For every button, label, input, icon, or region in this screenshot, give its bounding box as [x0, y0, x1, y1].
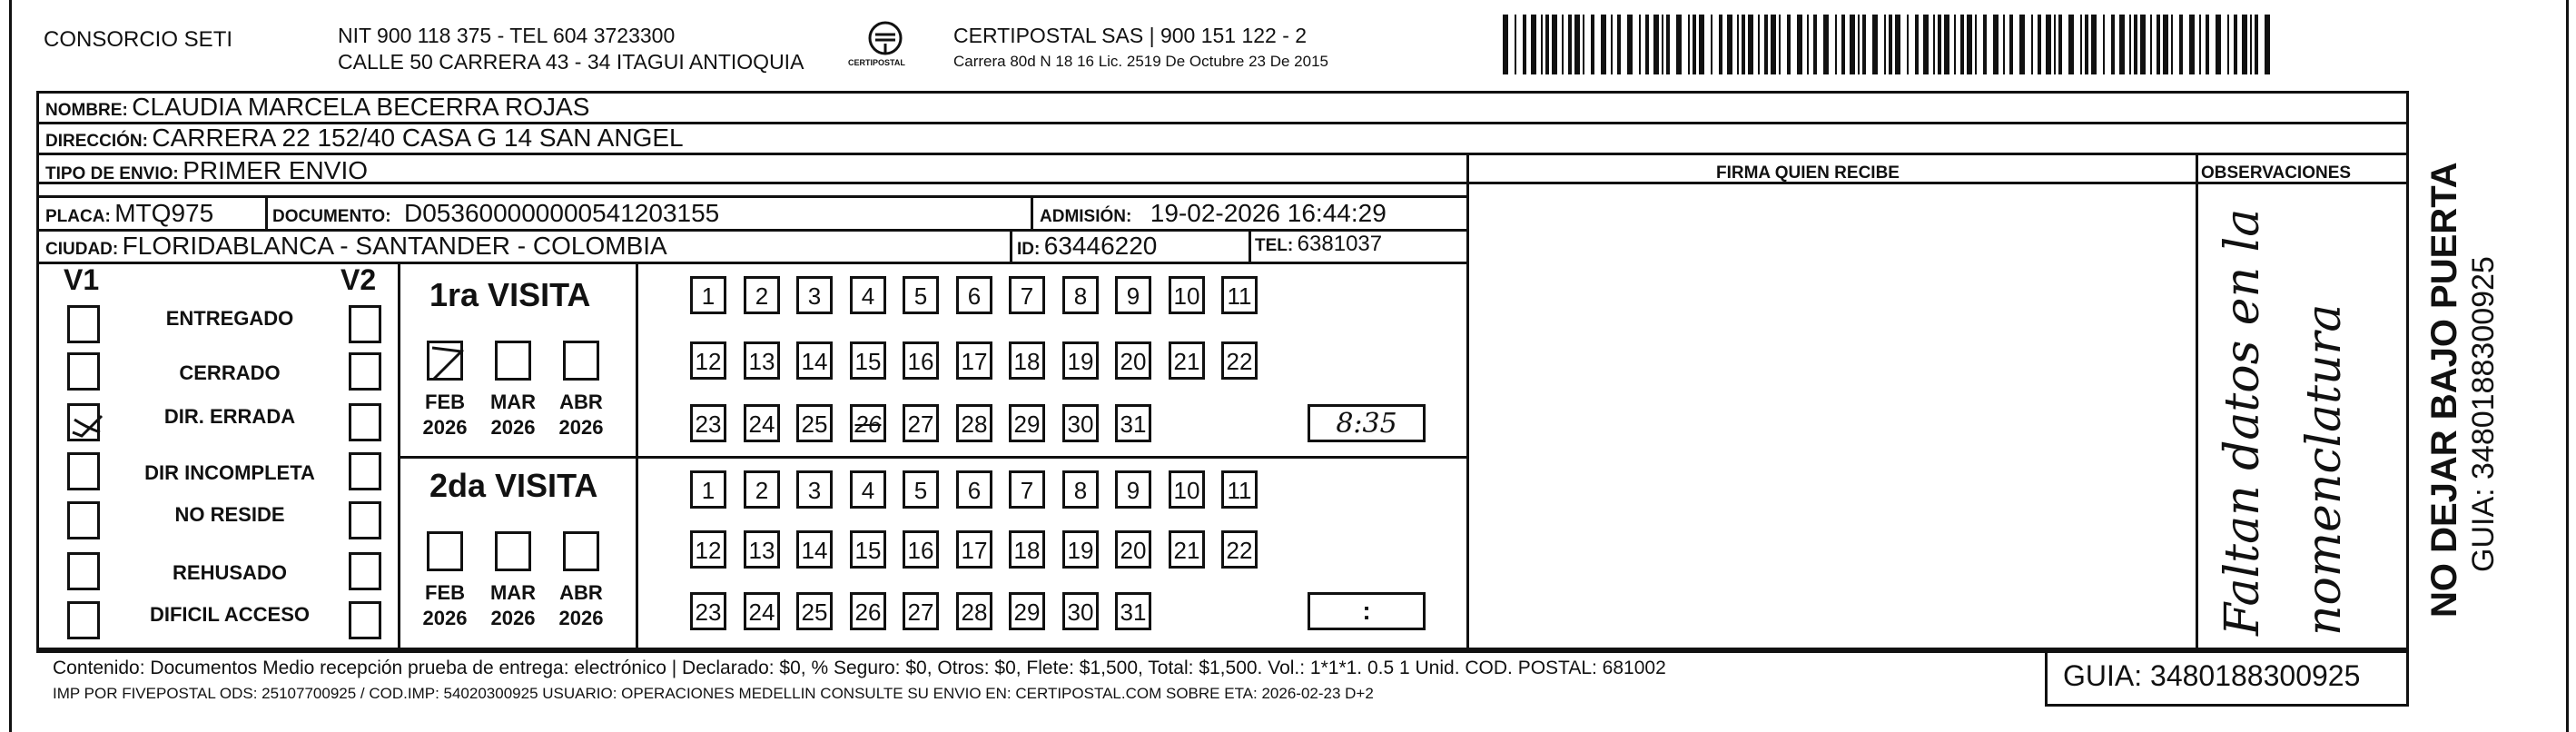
barcode-bar — [1693, 15, 1696, 74]
month-checkbox[interactable] — [563, 341, 599, 381]
barcode-bar — [1601, 15, 1606, 74]
day-box[interactable]: 23 — [690, 592, 726, 630]
month-label: ABR — [559, 391, 603, 413]
day-box[interactable]: 10 — [1169, 470, 1205, 509]
barcode-bar — [1823, 15, 1829, 74]
barcode-bar — [1944, 15, 1949, 74]
day-box[interactable]: 17 — [956, 530, 992, 569]
barcode-bar — [1975, 15, 1977, 74]
day-box[interactable]: 17 — [956, 341, 992, 380]
first-visit-time: 8:35 — [1336, 408, 1397, 440]
day-box[interactable]: 4 — [850, 276, 886, 314]
day-box[interactable]: 16 — [903, 341, 939, 380]
admission-label: ADMISIÓN: — [1040, 207, 1132, 226]
barcode-bar — [1676, 15, 1682, 74]
barcode-bar — [1688, 15, 1690, 74]
month-checkbox[interactable] — [563, 531, 599, 571]
v1-checkbox[interactable] — [67, 552, 100, 590]
barcode-bar — [2234, 15, 2237, 74]
barcode-bar — [2134, 15, 2137, 74]
id-label: ID: — [1017, 240, 1041, 259]
v2-label: V2 — [341, 263, 377, 296]
barcode-bar — [1895, 15, 1900, 74]
day-box[interactable]: 27 — [903, 404, 939, 442]
month-label: ABR — [559, 581, 603, 604]
v2-checkbox[interactable] — [349, 352, 381, 391]
year-label: 2026 — [422, 607, 468, 629]
barcode — [1503, 15, 2271, 78]
city-value: FLORIDABLANCA - SANTANDER - COLOMBIA — [122, 232, 667, 260]
barcode-bar — [1653, 15, 1659, 74]
right-border — [2566, 0, 2569, 732]
day-box[interactable]: 9 — [1115, 276, 1151, 314]
barcode-bar — [2058, 15, 2062, 74]
barcode-bar — [1531, 15, 1536, 74]
barcode-bar — [1889, 15, 1892, 74]
v1-label: V1 — [64, 263, 100, 296]
month-checkbox[interactable] — [495, 341, 531, 381]
barcode-bar — [2091, 15, 2097, 74]
year-label: 2026 — [422, 416, 468, 439]
barcode-bar — [2179, 15, 2183, 74]
day-box[interactable]: 9 — [1115, 470, 1151, 509]
barcode-bar — [2255, 15, 2258, 74]
barcode-bar — [1797, 15, 1802, 74]
barcode-bar — [1545, 15, 1549, 74]
barcode-bar — [1758, 15, 1760, 74]
barcode-bar — [1764, 15, 1768, 74]
v2-checkbox[interactable] — [349, 552, 381, 590]
barcode-bar — [1983, 15, 1987, 74]
v1-checkbox[interactable] — [67, 352, 100, 391]
barcode-bar — [2046, 15, 2051, 74]
day-box[interactable]: 19 — [1062, 530, 1099, 569]
day-box[interactable]: 27 — [903, 592, 939, 630]
barcode-bar — [2140, 15, 2146, 74]
barcode-bar — [1779, 15, 1781, 74]
barcode-bar — [2189, 15, 2195, 74]
barcode-bar — [1662, 15, 1663, 74]
day-box[interactable]: 8 — [1062, 276, 1099, 314]
v2-checkbox[interactable] — [349, 501, 381, 539]
document-label: DOCUMENTO: — [272, 207, 391, 226]
day-box[interactable]: 5 — [903, 470, 939, 509]
plate-value: MTQ975 — [114, 199, 214, 227]
day-box[interactable]: 15 — [850, 341, 886, 380]
day-box[interactable]: 11 — [1221, 470, 1258, 509]
v1-check-mark — [69, 409, 105, 443]
day-box[interactable]: 28 — [956, 404, 992, 442]
barcode-bar — [1645, 15, 1649, 74]
barcode-bar — [2242, 15, 2247, 74]
barcode-bar — [1807, 15, 1809, 74]
barcode-bar — [1711, 15, 1712, 74]
recipient-address: CARRERA 22 152/40 CASA G 14 SAN ANGEL — [152, 124, 684, 152]
barcode-bar — [2003, 15, 2005, 74]
first-visit-label: 1ra VISITA — [429, 276, 591, 313]
v2-checkbox[interactable] — [349, 452, 381, 490]
day-box[interactable]: 15 — [850, 530, 886, 569]
day-box[interactable]: 20 — [1115, 341, 1151, 380]
day-box[interactable]: 22 — [1221, 341, 1258, 380]
barcode-bar — [1617, 15, 1621, 74]
barcode-bar — [2250, 15, 2252, 74]
day-box[interactable]: 10 — [1169, 276, 1205, 314]
barcode-bar — [1993, 15, 1999, 74]
barcode-bar — [1771, 15, 1776, 74]
day-box[interactable]: 14 — [796, 530, 833, 569]
barcode-bar — [1568, 15, 1572, 74]
certipostal-logo — [844, 20, 926, 73]
barcode-bar — [1552, 15, 1557, 74]
barcode-bar — [2068, 15, 2074, 74]
certipostal-line: CERTIPOSTAL SAS | 900 151 122 - 2 — [953, 24, 1308, 47]
barcode-bar — [1639, 15, 1641, 74]
barcode-bar — [1737, 15, 1739, 74]
day-box[interactable]: 6 — [956, 276, 992, 314]
barcode-bar — [2216, 15, 2221, 74]
barcode-bar — [1835, 15, 1837, 74]
month-label: FEB — [425, 391, 465, 413]
barcode-bar — [2157, 15, 2160, 74]
barcode-bar — [2206, 15, 2209, 74]
company-name: CONSORCIO SETI — [44, 27, 233, 52]
barcode-bar — [1938, 15, 1941, 74]
v2-checkbox[interactable] — [349, 403, 381, 441]
barcode-bar — [1884, 15, 1886, 74]
barcode-bar — [1862, 15, 1866, 74]
observaciones-header: OBSERVACIONES — [2201, 163, 2352, 183]
year-label: 2026 — [490, 416, 536, 439]
second-visit-time-box[interactable] — [1308, 592, 1426, 630]
barcode-bar — [1967, 15, 1972, 74]
day-box[interactable]: 14 — [796, 341, 833, 380]
barcode-bar — [2038, 15, 2041, 74]
day-box[interactable]: 18 — [1009, 341, 1045, 380]
status-option-label: DIR INCOMPLETA — [144, 461, 315, 484]
barcode-bar — [2019, 15, 2025, 74]
send-type-label: TIPO DE ENVIO: — [45, 164, 179, 183]
day-box[interactable]: 25 — [796, 404, 833, 442]
barcode-bar — [1515, 15, 1516, 74]
barcode-bar — [1699, 15, 1704, 74]
city-label: CIUDAD: — [45, 240, 119, 259]
day-box[interactable]: 4 — [850, 470, 886, 509]
barcode-bar — [2054, 15, 2056, 74]
recipient-name: CLAUDIA MARCELA BECERRA ROJAS — [132, 93, 590, 121]
barcode-bar — [1727, 15, 1732, 74]
day-box[interactable]: 22 — [1221, 530, 1258, 569]
day-box[interactable]: 6 — [956, 470, 992, 509]
barcode-bar — [1562, 15, 1564, 74]
year-label: 2026 — [490, 607, 536, 629]
barcode-bar — [1541, 15, 1543, 74]
barcode-bar — [1583, 15, 1584, 74]
first-visit-time-box[interactable] — [1308, 404, 1426, 442]
day-box[interactable]: 28 — [956, 592, 992, 630]
barcode-bar — [1858, 15, 1860, 74]
observation-note-1: Faltan datos en la — [2216, 208, 2270, 636]
day-box[interactable]: 25 — [796, 592, 833, 630]
observation-note-2: nomenclatura — [2297, 303, 2352, 636]
barcode-bar — [1933, 15, 1935, 74]
v2-checkbox[interactable] — [349, 305, 381, 343]
barcode-bar — [2265, 15, 2270, 74]
day-box[interactable]: 18 — [1009, 530, 1045, 569]
barcode-bar — [2085, 15, 2088, 74]
document-value: D053600000000541203155 — [404, 199, 720, 227]
year-label: 2026 — [558, 416, 604, 439]
day-box[interactable]: 26 — [850, 592, 886, 630]
barcode-bar — [1850, 15, 1855, 74]
tel-value: 6381037 — [1297, 232, 1383, 256]
day-box[interactable]: 2 — [744, 276, 780, 314]
month-label: MAR — [489, 391, 537, 413]
barcode-bar — [2031, 15, 2033, 74]
day-box[interactable]: 31 — [1115, 592, 1151, 630]
day-box[interactable]: 8 — [1062, 470, 1099, 509]
name-label: NOMBRE: — [45, 101, 128, 120]
day-box[interactable]: 11 — [1221, 276, 1258, 314]
contents-line: Contenido: Documentos Medio recepción prueba de entrega: electrónico | Declarado: $0, % Seguro: $0, Otros: $0, Flete: $1,500, Total: $1,500. Vol.: 1*1*1. 0.5 1 Unid. COD. POSTAL: 681002 — [53, 658, 1666, 678]
id-value: 63446220 — [1043, 232, 1158, 260]
barcode-bar — [1748, 15, 1753, 74]
year-label: 2026 — [558, 607, 604, 629]
day-box[interactable]: 12 — [690, 530, 726, 569]
status-option-label: NO RESIDE — [174, 503, 285, 526]
barcode-bar — [1915, 15, 1919, 74]
left-border — [9, 0, 12, 732]
day-box[interactable]: 30 — [1062, 592, 1099, 630]
license-line: Carrera 80d N 18 16 Lic. 2519 De Octubre 23 De 2015 — [953, 53, 1328, 70]
barcode-bar — [1666, 15, 1670, 74]
second-visit-label: 2da VISITA — [429, 467, 598, 504]
day-box[interactable]: 29 — [1009, 404, 1045, 442]
barcode-bar — [1923, 15, 1929, 74]
firma-header: FIRMA QUIEN RECIBE — [1716, 163, 1900, 183]
day-box[interactable]: 3 — [796, 470, 833, 509]
barcode-bar — [2171, 15, 2173, 74]
barcode-bar — [2103, 15, 2105, 74]
day-box[interactable]: 21 — [1169, 341, 1205, 380]
v1-checkbox[interactable] — [67, 305, 100, 343]
day-box[interactable]: 24 — [744, 592, 780, 630]
barcode-bar — [1954, 15, 1956, 74]
v1-checkbox[interactable] — [67, 601, 100, 639]
barcode-bar — [1627, 15, 1633, 74]
barcode-bar — [1960, 15, 1964, 74]
feb-check-mark — [427, 342, 467, 384]
day-box[interactable]: 23 — [690, 404, 726, 442]
barcode-bar — [2163, 15, 2168, 74]
barcode-bar — [2119, 15, 2125, 74]
plate-label: PLACA: — [45, 207, 111, 226]
admission-value: 19-02-2026 16:44:29 — [1150, 199, 1387, 227]
v1-checkbox[interactable] — [67, 501, 100, 539]
address-label: DIRECCIÓN: — [45, 132, 148, 151]
barcode-bar — [2129, 15, 2131, 74]
tel-label: TEL: — [1255, 236, 1294, 255]
month-label: MAR — [489, 581, 537, 604]
barcode-bar — [1872, 15, 1878, 74]
day-box[interactable]: 21 — [1169, 530, 1205, 569]
month-checkbox[interactable] — [495, 531, 531, 571]
send-type: PRIMER ENVIO — [183, 156, 369, 184]
status-option-label: DIR. ERRADA — [163, 405, 296, 428]
barcode-bar — [1719, 15, 1722, 74]
day-box[interactable]: 31 — [1115, 404, 1151, 442]
barcode-bar — [2009, 15, 2013, 74]
barcode-bar — [1574, 15, 1580, 74]
barcode-bar — [1523, 15, 1526, 74]
month-label: FEB — [425, 581, 465, 604]
barcode-bar — [1503, 15, 1508, 74]
status-option-label: CERRADO — [179, 361, 281, 384]
v2-checkbox[interactable] — [349, 601, 381, 639]
status-option-label: DIFICIL ACCESO — [149, 603, 310, 626]
day-box[interactable]: 26 — [850, 404, 886, 442]
day-box[interactable]: 7 — [1009, 276, 1045, 314]
day-box[interactable]: 1 — [690, 470, 726, 509]
logo-text: CERTIPOSTAL — [848, 58, 905, 67]
barcode-bar — [1787, 15, 1791, 74]
barcode-bar — [2111, 15, 2115, 74]
day-box[interactable]: 12 — [690, 341, 726, 380]
barcode-bar — [2150, 15, 2152, 74]
v1-checkbox[interactable] — [67, 452, 100, 490]
day-box[interactable]: 19 — [1062, 341, 1099, 380]
barcode-bar — [1611, 15, 1613, 74]
day-box[interactable]: 2 — [744, 470, 780, 509]
barcode-bar — [1591, 15, 1594, 74]
barcode-bar — [1742, 15, 1745, 74]
barcode-bar — [1813, 15, 1817, 74]
day-box[interactable]: 5 — [903, 276, 939, 314]
status-option-label: ENTREGADO — [165, 307, 294, 330]
day-box[interactable]: 30 — [1062, 404, 1099, 442]
second-visit-time: : — [1362, 597, 1371, 625]
barcode-bar — [2080, 15, 2082, 74]
imp-line: IMP POR FIVEPOSTAL ODS: 25107700925 / COD.IMP: 54020300925 USUARIO: OPERACIONES MEDELLIN CONSULTE SU ENVIO EN: CERTIPOSTAL.COM SOBRE ETA: 2026-02-23 D+2 — [53, 685, 1374, 702]
month-checkbox[interactable] — [427, 531, 463, 571]
day-box[interactable]: 13 — [744, 530, 780, 569]
footer-guia: GUIA: 3480188300925 — [2063, 659, 2361, 692]
day-box[interactable]: 13 — [744, 341, 780, 380]
day-box[interactable]: 1 — [690, 276, 726, 314]
barcode-bar — [1841, 15, 1845, 74]
status-option-label: REHUSADO — [173, 561, 287, 584]
nit-line: NIT 900 118 375 - TEL 604 3723300 — [338, 24, 676, 47]
guia-vertical: GUIA: 3480188300925 — [2466, 256, 2501, 572]
no-dejar-warning: NO DEJAR BAJO PUERTA — [2424, 162, 2464, 618]
day-box[interactable]: 20 — [1115, 530, 1151, 569]
barcode-bar — [2199, 15, 2201, 74]
address-line: CALLE 50 CARRERA 43 - 34 ITAGUI ANTIOQUIA — [338, 50, 804, 74]
day-box[interactable]: 29 — [1009, 592, 1045, 630]
day-box[interactable]: 3 — [796, 276, 833, 314]
day-box[interactable]: 24 — [744, 404, 780, 442]
barcode-bar — [2227, 15, 2229, 74]
day-box[interactable]: 7 — [1009, 470, 1045, 509]
barcode-bar — [1907, 15, 1909, 74]
day-box[interactable]: 16 — [903, 530, 939, 569]
